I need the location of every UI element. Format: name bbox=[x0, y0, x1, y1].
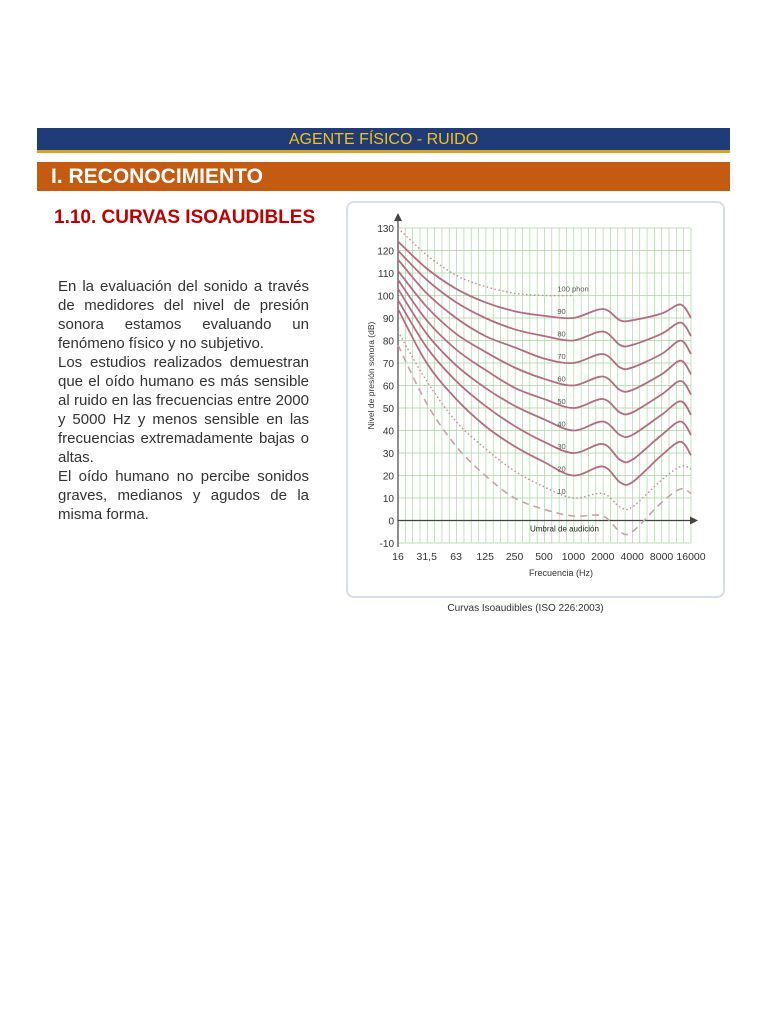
y-tick-label: 0 bbox=[388, 516, 394, 528]
header-title: AGENTE FÍSICO - RUIDO bbox=[288, 131, 479, 148]
section-title: I. RECONOCIMIENTO bbox=[51, 165, 263, 188]
chart-labels bbox=[366, 224, 706, 578]
y-tick-label: 100 bbox=[377, 291, 394, 303]
y-tick-label: 60 bbox=[382, 381, 394, 393]
y-axis-arrow bbox=[394, 213, 402, 221]
curve-label: 50 bbox=[557, 397, 566, 406]
isoaudible-chart bbox=[346, 201, 725, 598]
y-tick-label: 90 bbox=[382, 314, 394, 325]
y-tick-label: 120 bbox=[377, 246, 394, 258]
subsection-title: 1.10. CURVAS ISOAUDIBLES bbox=[54, 207, 316, 228]
x-tick-label: 2000 bbox=[591, 551, 615, 563]
curve-label: 30 bbox=[557, 442, 566, 451]
curve-label: 60 bbox=[557, 374, 566, 384]
x-tick-label: 125 bbox=[476, 551, 494, 563]
x-tick-label: 250 bbox=[505, 551, 524, 563]
y-tick-label: 40 bbox=[382, 426, 394, 438]
y-tick-label: 20 bbox=[382, 471, 394, 483]
curve-label: 20 bbox=[557, 464, 566, 474]
x-tick-label: 31,5 bbox=[416, 551, 437, 563]
x-tick-label: 1000 bbox=[561, 551, 586, 563]
y-tick-label: 30 bbox=[382, 449, 394, 460]
x-axis-label: Frecuencia (Hz) bbox=[528, 568, 594, 578]
y-tick-label: 80 bbox=[382, 336, 394, 348]
y-axis-label: Nivel de presión sonora (dB) bbox=[366, 321, 376, 430]
header-bar bbox=[37, 128, 730, 153]
x-tick-label: 16 bbox=[392, 551, 404, 563]
y-tick-label: 110 bbox=[378, 269, 394, 280]
body-text bbox=[58, 277, 309, 524]
x-tick-label: 16000 bbox=[676, 551, 706, 563]
paragraph: El oído humano no percibe sonidos graves, medianos y agudos de la misma forma. bbox=[58, 468, 309, 523]
y-tick-label: 50 bbox=[382, 404, 394, 415]
curve-label: 80 bbox=[557, 329, 566, 339]
paragraph: Los estudios realizados demuestran que el oído humano es más sensible al ruido en las frecuencias entre 2000 y 5000 Hz y menos sensible en las frecuencias extremadamente bajas o altas. bbox=[58, 354, 309, 466]
x-tick-label: 500 bbox=[535, 551, 553, 563]
figure-caption: Curvas Isoaudibles (ISO 226:2003) bbox=[447, 603, 604, 614]
x-tick-label: 8000 bbox=[649, 551, 674, 563]
curve-label: 10 bbox=[557, 487, 566, 496]
curve-label: 90 bbox=[557, 307, 566, 316]
curve-label: 40 bbox=[557, 419, 566, 429]
chart-grid bbox=[398, 228, 691, 543]
x-tick-label: 4000 bbox=[620, 551, 644, 563]
paragraph: En la evaluación del sonido a través de medidores del nivel de presión sonora estamos evaluando un fenómeno físico y no subjetivo. bbox=[58, 278, 309, 352]
y-tick-label: 10 bbox=[382, 494, 394, 505]
y-tick-label: 70 bbox=[382, 359, 394, 370]
y-tick-label: 130 bbox=[377, 224, 394, 235]
y-tick-label: -10 bbox=[379, 539, 394, 550]
threshold-annotation: Umbral de audición bbox=[529, 524, 599, 534]
x-tick-label: 63 bbox=[450, 551, 462, 563]
section-bar bbox=[37, 162, 730, 191]
curve-label: 70 bbox=[557, 352, 566, 361]
x-axis-arrow bbox=[690, 517, 698, 525]
curve-label: 100 phon bbox=[557, 284, 589, 294]
